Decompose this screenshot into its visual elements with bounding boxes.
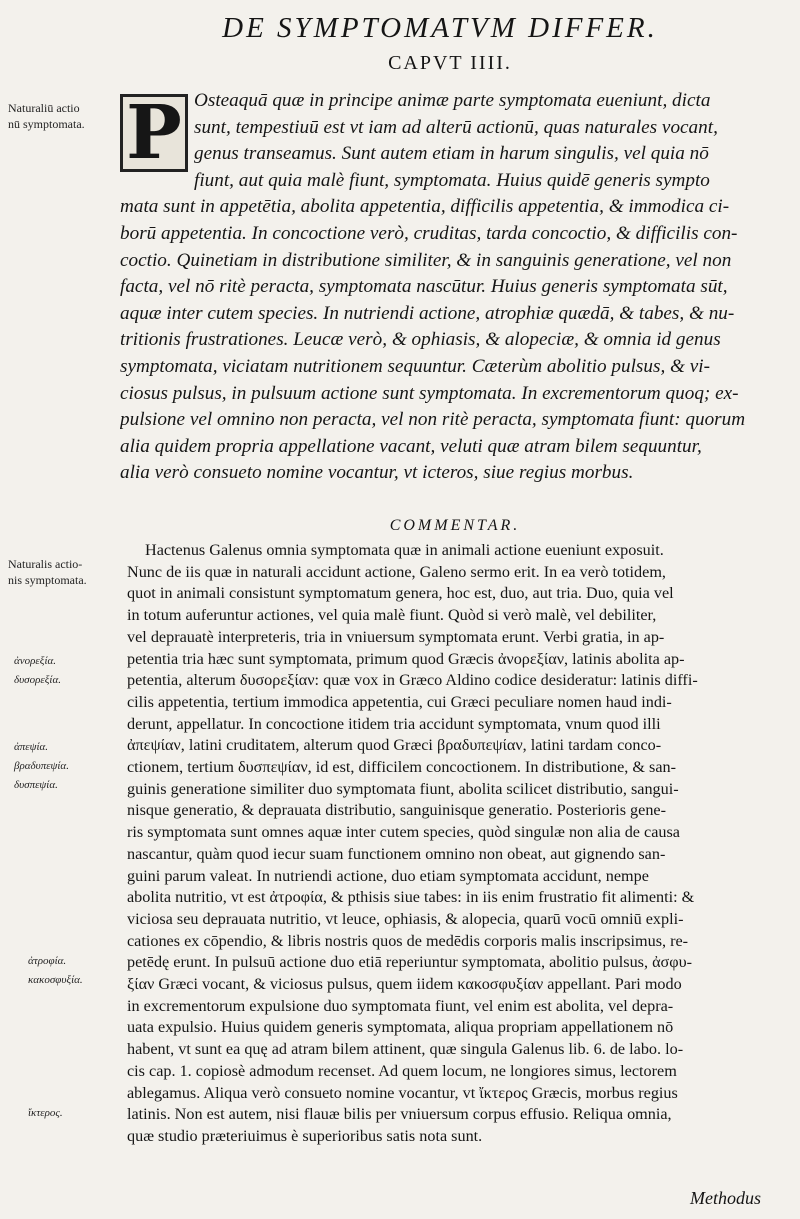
text-line: coctio. Quinetiam in distributione similiter, & in sanguinis generatione, vel non (120, 249, 732, 271)
margin-note-line: Naturalis actio- (8, 557, 83, 571)
text-line: abolita nutritio, vt est ἀτροφία, & pthisis siue tabes: in iis enim frustratio fit alimenti: & (127, 888, 695, 907)
text-line: aquæ inter cutem species. In nutriendi actione, atrophiæ quædā, & tabes, & nu- (120, 302, 735, 324)
greek-term: δυσπεψία. (14, 779, 58, 791)
margin-note-greek-concoction (14, 738, 69, 795)
text-line: cis cap. 1. copiosè admodum recenset. Ad quem locum, ne longiores simus, lectorem (127, 1061, 677, 1080)
text-line: guinis generatione similiter duo symptomata fiunt, abolita scilicet distributio, sangui- (127, 779, 679, 798)
margin-note-line: nis symptomata. (8, 573, 87, 587)
text-line: tritionis frustrationes. Leucæ verò, & ophiasis, & alopeciæ, & omnia id genus (120, 329, 721, 351)
chapter-heading: CAPVT IIII. (388, 52, 512, 74)
margin-note-greek-pulse (28, 952, 83, 990)
text-line: vel deprauatè interpreteris, tria in vniuersum symptomata erunt. Verbi gratia, in ap- (127, 627, 665, 646)
text-line: fiunt, aut quia malè fiunt, symptomata. Huius quidē generis sympto (194, 169, 710, 191)
greek-term: ἀτροφία. (28, 955, 67, 967)
text-line: latinis. Non est autem, nisi flauæ bilis per vniuersum corpus effusio. Reliqua omnia, (127, 1105, 672, 1124)
text-line: ris symptomata sunt omnes aquæ inter cutem species, quòd singulæ non alia de causa (127, 823, 680, 842)
text-line: in totum auferuntur actiones, vel quia malè fiunt. Quòd si verò malè, vel debiliter, (127, 606, 657, 625)
text-line: petentia, alterum δυσορεξίαν: quæ vox in Græco Aldino codice desideratur: latinis diffi- (127, 671, 698, 690)
decorated-initial: P (120, 94, 188, 172)
text-line: uata expulsio. Huius quidem generis symptomata, aliqua propriam appellationem nō (127, 1018, 674, 1037)
text-line: ἀπεψίαν, latini cruditatem, alterum quod Græci βραδυπεψίαν, latini tardam conco- (127, 736, 662, 755)
text-line: derunt, appellatur. In concoctione itidem tria accidunt symptomata, vnum quod illi (127, 714, 661, 733)
text-line: Nunc de iis quæ in naturali accidunt actione, Galeno sermo erit. In ea verò totidem, (127, 562, 666, 581)
text-line: Hactenus Galenus omnia symptomata quæ in animali actione eueniunt exposuit. (145, 541, 664, 559)
text-line: borū appetentia. In concoctione verò, cruditas, tarda concoctio, & difficilis con- (120, 222, 738, 244)
text-line: ξίαν Græci vocant, & viciosus pulsus, quem iidem κακοσφυξίαν appellant. Pari modo (127, 975, 682, 994)
text-line: facta, vel nō ritè peracta, symptomata nascūtur. Huius generis symptomata sūt, (120, 276, 728, 298)
commentary-text (127, 540, 792, 1148)
greek-term: βραδυπεψία. (14, 760, 69, 772)
text-line: Osteaquā quæ in principe animæ parte symptomata eueniunt, dicta (194, 90, 711, 111)
margin-note-natural-action (8, 556, 87, 588)
margin-note-greek-jaundice (28, 1104, 63, 1123)
greek-term: ἴκτερος. (28, 1107, 63, 1119)
text-line: cationes ex cōpendio, & libris nostris quos de medēdis corporis malis inscripsimus, re- (127, 931, 689, 950)
greek-term: ἀνορεξία. (14, 655, 57, 667)
text-line: alia verò consueto nomine vocantur, vt icteros, siue regius morbus. (120, 462, 634, 484)
text-line: quæ studio præteriuimus è superioribus satis nota sunt. (127, 1126, 483, 1145)
text-line: mata sunt in appetētia, abolita appetentia, difficilis appetentia, & immodica ci- (120, 196, 730, 218)
greek-term: κακοσφυξία. (28, 974, 83, 986)
commentary-heading: COMMENTAR. (389, 517, 521, 534)
text-line: ctionem, tertium δυσπεψίαν, id est, difficilem concoctionem. In distributione, & san- (127, 758, 676, 777)
galen-text (120, 88, 770, 487)
text-line: alia quidem propria appellatione vacant, veluti quæ atram bilem sequuntur, (120, 435, 702, 457)
text-line: cilis appetentia, tertium immodica appetentia, cui Græci peculiare nomen haud indi- (127, 692, 672, 711)
margin-note-line: nū symptomata. (8, 117, 85, 131)
greek-term: δυσορεξία. (14, 674, 61, 686)
text-line: viciosa seu deprauata nutritio, vt leuce, ophiasis, & alopecia, quarū vocū omniū expli- (127, 909, 684, 928)
catchword: Methodus (690, 1188, 761, 1208)
text-line: pulsione vel omnino non peracta, vel non ritè peracta, symptomata fiunt: quorum (120, 409, 746, 431)
text-line: habent, vt sunt ea quę ad atram bilem attinent, quæ singula Galenus lib. 6. de labo. lo- (127, 1040, 684, 1059)
margin-note-greek-appetite (14, 652, 61, 690)
margin-note-natural-actions (8, 100, 85, 132)
margin-note-line: Naturaliū actio (8, 101, 80, 115)
text-line: genus transeamus. Sunt autem etiam in harum singulis, vel quia nō (194, 143, 709, 165)
running-title: DE SYMPTOMATVM DIFFER. (222, 12, 658, 44)
text-line: in excrementorum expulsione duo symptomata fiunt, vel enim est abolita, vel depra- (127, 996, 674, 1015)
text-line: ciosus pulsus, in pulsuum actione sunt symptomata. In excrementorum quoq; ex- (120, 382, 739, 404)
text-line: petentia tria hæc sunt symptomata, primum quod Græcis ἀνορεξίαν, latinis abolita ap- (127, 649, 685, 668)
text-line: symptomata, viciatam nutritionem sequuntur. Cæterùm abolitio pulsus, & vi- (120, 355, 710, 377)
text-line: petēdę erunt. In pulsuū actione duo etiā reperiuntur symptomata, abolitio pulsus, ἀσφυ- (127, 953, 693, 972)
text-line: sunt, tempestiuū est vt iam ad alterū actionū, quas naturales vocant, (194, 116, 718, 138)
text-line: nascantur, quàm quod iecur suam functionem omnino non obeat, aut gignendo san- (127, 844, 666, 863)
text-line: ablegamus. Aliqua verò consueto nomine vocantur, vt ἴκτερος Græcis, morbus regius (127, 1083, 678, 1102)
text-line: nisque generatio, & deprauata distributio, sanguinisque generatio. Posterioris gene- (127, 801, 666, 820)
greek-term: ἀπεψία. (14, 741, 49, 753)
text-line: quot in animali consistunt symptomatum genera, hoc est, duo, aut tria. Duo, quia vel (127, 584, 674, 603)
text-line: guini parum valeat. In nutriendi actione, duo etiam symptomata accidunt, nempe (127, 866, 649, 885)
